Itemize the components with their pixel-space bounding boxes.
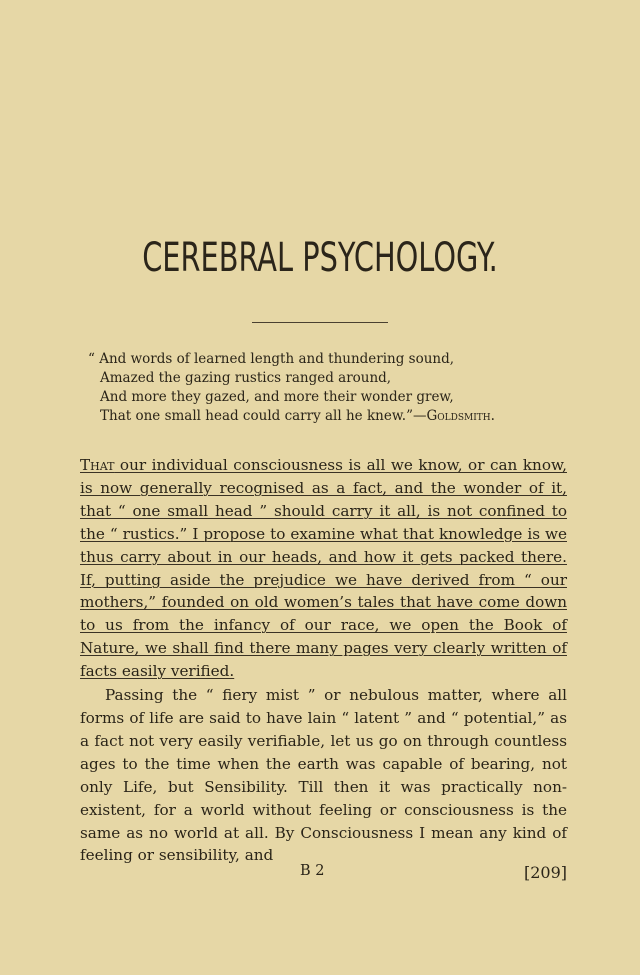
paragraph-lead-word: That bbox=[80, 456, 115, 474]
epigraph-author: Goldsmith. bbox=[426, 408, 495, 424]
body-text bbox=[80, 454, 567, 867]
paragraph-2: Passing the “ fiery mist ” or nebulous matter, where all forms of life are said to have lain “ latent ” and “ potential,” as a fact not very easily verifiable, let us go on through countless ages to the time when the earth was capable of bearing, not only Life, but Sensibility. Till then it was practically non-existent, for a world without feeling or consciousness is the same as no world at all. By Consciousness I mean any kind of feeling or sensibility, and bbox=[80, 686, 567, 865]
page-number: [209] bbox=[523, 863, 567, 882]
page-title: CEREBRAL PSYCHOLOGY. bbox=[142, 235, 498, 281]
epigraph-line: Amazed the gazing rustics ranged around, bbox=[100, 370, 392, 386]
epigraph-line: And more they gazed, and more their wonder grew, bbox=[100, 389, 454, 405]
epigraph-line: “ And words of learned length and thundering sound, bbox=[88, 351, 455, 367]
signature-mark: B 2 bbox=[300, 863, 325, 879]
page-footer bbox=[80, 863, 567, 883]
epigraph bbox=[88, 350, 568, 426]
epigraph-line bbox=[88, 407, 568, 426]
paragraph-1 bbox=[80, 454, 567, 683]
title-rule bbox=[252, 322, 388, 323]
paragraph-1-text: our individual consciousness is all we know, or can know, is now generally recognised as a fact, and the wonder of it, that “ one small head ” should carry it all, is not confined to the “ rustics.” I propose to examine what that knowledge is we thus carry about in our heads, and how it gets packed there. If, putting aside the prejudice we have derived from “ our mothers,” founded on old women’s tales that have come down to us from the infancy of our race, we open the Book of Nature, we shall find there many pages very clearly written of facts easily verified. bbox=[80, 456, 567, 681]
epigraph-last-line: That one small head could carry all he knew.”— bbox=[100, 408, 427, 424]
